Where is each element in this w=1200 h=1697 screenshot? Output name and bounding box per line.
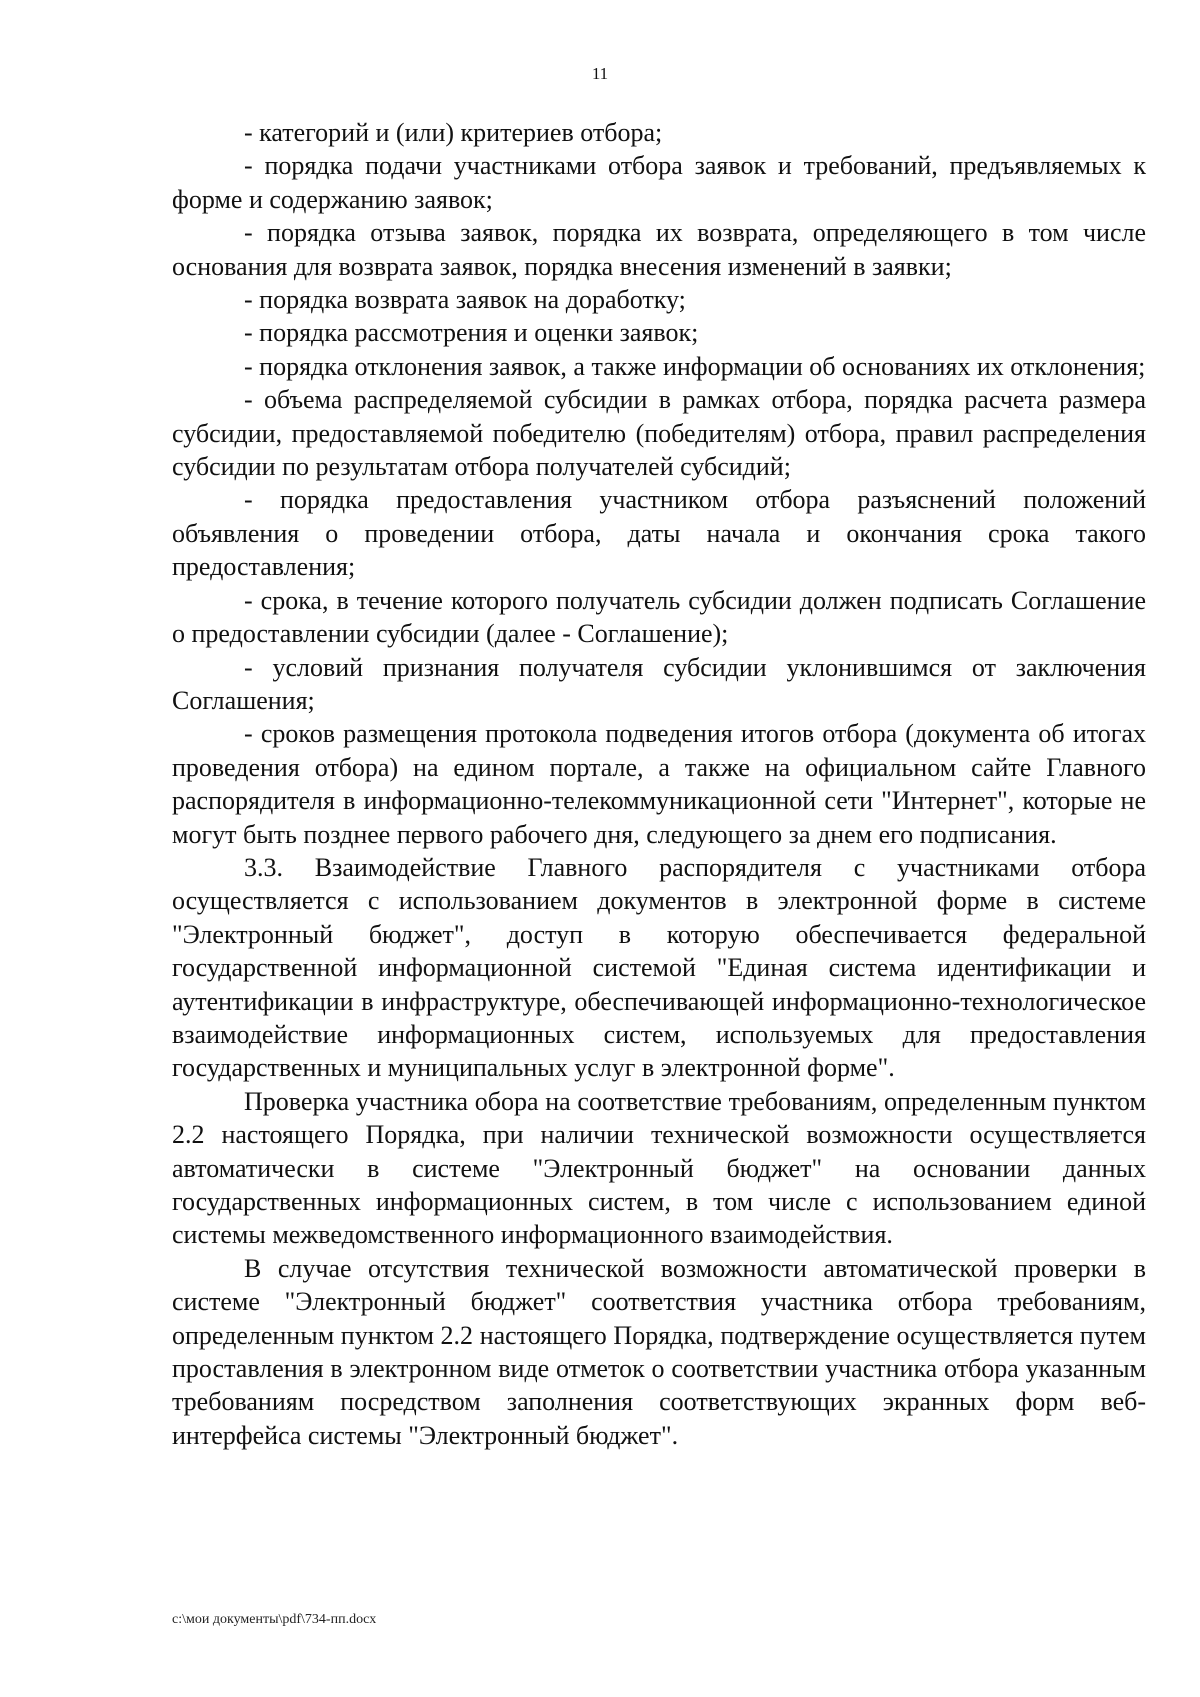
paragraph-automatic-check: Проверка участника обора на соответствие требованиям, определенным пунктом 2.2 настоящего Порядка, при наличии технической возможности осуществляется автоматически в системе "Электронный бюджет" на основании данных государственных информационных систем, в том числе с использованием единой системы межведомственного информационного взаимодействия. xyxy=(172,1086,1146,1250)
paragraph-subsidy-volume: - объема распределяемой субсидии в рамках отбора, порядка расчета размера субсидии, предоставляемой победителю (победителям) отбора, правил распределения субсидии по результатам отбора получателей субсидий; xyxy=(172,385,1146,482)
paragraph-signing-term: - срока, в течение которого получатель субсидии должен подписать Соглашение о предоставлении субсидии (далее - Соглашение); xyxy=(172,585,1146,649)
paragraph-manual-check: В случае отсутствия технической возможности автоматической проверки в системе "Электронный бюджет" соответствия участника отбора требованиям, определенным пунктом 2.2 настоящего Порядка, подтверждение осуществляется путем проставления в электронном виде отметок о соответствии участника отбора указанным требованиям посредством заполнения соответствующих экранных форм веб-интерфейса системы "Электронный бюджет". xyxy=(172,1253,1146,1450)
page-number: 11 xyxy=(591,64,609,83)
paragraph-clarifications: - порядка предоставления участником отбора разъяснений положений объявления о проведении отбора, даты начала и окончания срока такого предоставления; xyxy=(172,485,1146,582)
paragraph-submission-order: - порядка подачи участниками отбора заявок и требований, предъявляемых к форме и содержанию заявок; xyxy=(172,151,1146,214)
paragraph-protocol-terms: - сроков размещения протокола подведения итогов отбора (документа об итогах проведения отбора) на едином портале, а также на официальном сайте Главного распорядителя в информационно-телекоммуникационной сети "Интернет", которые не могут быть позднее первого рабочего дня, следующего за днем его подписания. xyxy=(172,719,1146,849)
document-body xyxy=(172,116,1146,1452)
paragraph-return-for-revision: - порядка возврата заявок на доработку; xyxy=(244,285,686,315)
paragraph-rejection-order: - порядка отклонения заявок, а также информации об основаниях их отклонения; xyxy=(244,351,1146,381)
paragraph-evasion-conditions: - условий признания получателя субсидии уклонившимся от заключения Соглашения; xyxy=(172,652,1146,715)
paragraph-review-order: - порядка рассмотрения и оценки заявок; xyxy=(244,318,699,348)
paragraph-criteria: - категорий и (или) критериев отбора; xyxy=(244,118,663,147)
footer-file-path: c:\мои документы\pdf\734-пп.docx xyxy=(172,1612,377,1627)
paragraph-withdrawal-order: - порядка отзыва заявок, порядка их возврата, определяющего в том числе основания для возврата заявок, порядка внесения изменений в заявки; xyxy=(172,218,1146,281)
paragraph-section-3-3: 3.3. Взаимодействие Главного распорядителя с участниками отбора осуществляется с использованием документов в электронной форме в системе "Электронный бюджет", доступ в которую обеспечивается федеральной государственной информационной системой "Единая система идентификации и аутентификации в инфраструктуре, обеспечивающей информационно-технологическое взаимодействие информационных систем, используемых для предоставления государственных и муниципальных услуг в электронной форме". xyxy=(172,852,1146,1083)
